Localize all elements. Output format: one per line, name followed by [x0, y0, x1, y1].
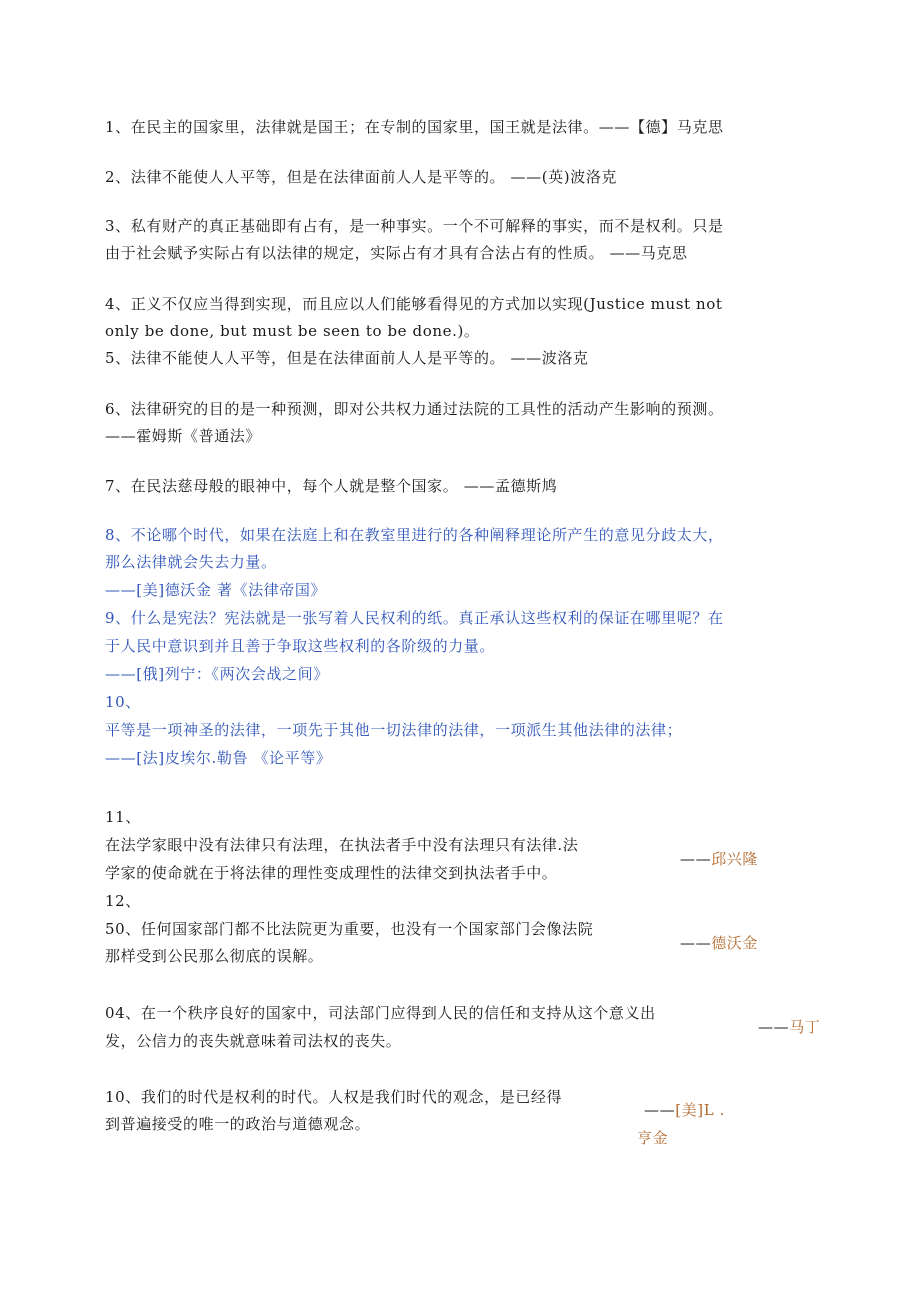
- quote-3-line-2: 由于社会赋予实际占有以法律的规定，实际占有才具有合法占有的性质。 ——马克思: [105, 244, 688, 262]
- quote-6-line-1: 6、法律研究的目的是一种预测，即对公共权力通过法院的工具性的活动产生影响的预测。: [105, 400, 724, 418]
- quote-14-attribution: [644, 1100, 725, 1120]
- quote-10-source: ——[法]皮埃尔.勒鲁 《论平等》: [105, 749, 332, 767]
- quote-11-line-1: 在法学家眼中没有法律只有法理，在执法者手中没有法理只有法律.法: [105, 836, 579, 854]
- quote-13-line-1: 04、在一个秩序良好的国家中，司法部门应得到人民的信任和支持从这个意义出: [105, 1004, 656, 1022]
- quote-11-author: 邱兴隆: [711, 850, 759, 868]
- quote-12-attribution: [680, 933, 758, 953]
- quote-9-line-2: 于人民中意识到并且善于争取这些权利的各阶级的力量。: [105, 637, 496, 655]
- quote-9-source: ——[俄]列宁：《两次会战之间》: [105, 665, 329, 683]
- quote-12-line-1: 50、任何国家部门都不比法院更为重要，也没有一个国家部门会像法院: [105, 920, 594, 938]
- quote-13-line-2: 发，公信力的丧失就意味着司法权的丧失。: [105, 1032, 402, 1050]
- quote-2: 2、法律不能使人人平等，但是在法律面前人人是平等的。 ——(英)波洛克: [105, 168, 618, 186]
- quote-8-line-2: 那么法律就会失去力量。: [105, 553, 277, 571]
- dash: ——: [680, 850, 712, 868]
- quote-14-line-1: 10、我们的时代是权利的时代。人权是我们时代的观念，是已经得: [105, 1088, 563, 1106]
- quote-4-line-2: only be done, but must be seen to be done.)。: [105, 322, 480, 340]
- quote-10-line-1: 平等是一项神圣的法律，一项先于其他一切法律的法律，一项派生其他法律的法律；: [105, 721, 683, 739]
- quote-8-line-1: 8、不论哪个时代，如果在法庭上和在教室里进行的各种阐释理论所产生的意见分歧太大，: [105, 526, 724, 544]
- quote-7: 7、在民法慈母般的眼神中，每个人就是整个国家。 ——孟德斯鸠: [105, 477, 558, 495]
- quote-4-line-1: 4、正义不仅应当得到实现，而且应以人们能够看得见的方式加以实现(Justice must not: [105, 295, 723, 313]
- quote-14-line-2: 到普遍接受的唯一的政治与道德观念。: [105, 1115, 371, 1133]
- quote-1: 1、在民主的国家里，法律就是国王；在专制的国家里，国王就是法律。——【德】马克思: [105, 118, 724, 136]
- quote-13-author: 马丁: [789, 1018, 821, 1036]
- quote-11-number: 11、: [105, 808, 141, 826]
- dash: ——: [680, 934, 712, 952]
- quote-11-line-2: 学家的使命就在于将法律的理性变成理性的法律交到执法者手中。: [105, 864, 558, 882]
- dash: ——: [644, 1101, 676, 1119]
- quote-12-author: 德沃金: [711, 934, 759, 952]
- quote-12-line-2: 那样受到公民那么彻底的误解。: [105, 947, 324, 965]
- quote-12-number: 12、: [105, 892, 141, 910]
- quote-14-author-line-2: 亨金: [637, 1129, 669, 1147]
- quote-3-line-1: 3、私有财产的真正基础即有占有，是一种事实。一个不可解释的事实，而不是权利。只是: [105, 217, 724, 235]
- quote-14-author-line-1: [美]L .: [675, 1101, 726, 1119]
- quote-10-number: 10、: [105, 693, 141, 711]
- quote-5: 5、法律不能使人人平等，但是在法律面前人人是平等的。 ——波洛克: [105, 349, 589, 367]
- quote-13-attribution: [758, 1017, 820, 1037]
- quote-9-line-1: 9、什么是宪法？宪法就是一张写着人民权利的纸。真正承认这些权利的保证在哪里呢？在: [105, 609, 724, 627]
- dash: ——: [758, 1018, 790, 1036]
- quote-8-source: ——[美]德沃金 著《法律帝国》: [105, 581, 327, 599]
- quote-6-line-2: ——霍姆斯《普通法》: [105, 427, 262, 445]
- quote-11-attribution: [680, 849, 758, 869]
